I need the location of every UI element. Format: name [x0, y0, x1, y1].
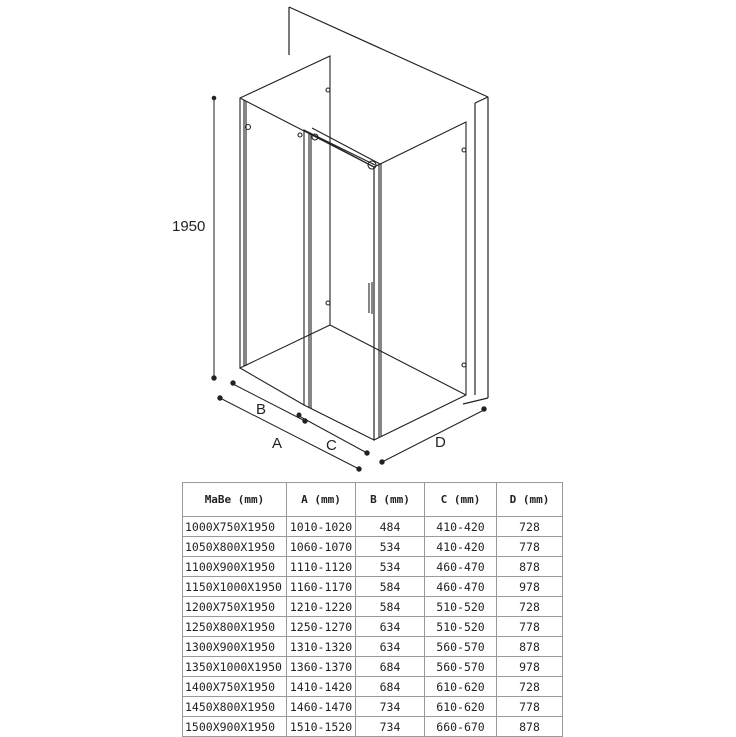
- cell-b: 584: [356, 597, 425, 617]
- table-header-row: [183, 483, 563, 517]
- cell-d: 978: [497, 657, 563, 677]
- table-row: [183, 697, 563, 717]
- cell-a: 1250-1270: [287, 617, 356, 637]
- cell-d: 728: [497, 597, 563, 617]
- cell-b: 684: [356, 657, 425, 677]
- cell-size: 1400X750X1950: [183, 677, 287, 697]
- table-row: [183, 577, 563, 597]
- cell-c: 660-670: [425, 717, 497, 737]
- table-row: [183, 677, 563, 697]
- header-size: MaBe (mm): [183, 483, 287, 517]
- cell-b: 734: [356, 697, 425, 717]
- height-dimension: [212, 96, 216, 380]
- cell-b: 734: [356, 717, 425, 737]
- dimension-a: [218, 396, 361, 471]
- dimension-b: [231, 381, 307, 423]
- cell-b: 634: [356, 617, 425, 637]
- dimension-b-label: B: [256, 401, 267, 418]
- cell-a: 1210-1220: [287, 597, 356, 617]
- cell-size: 1050X800X1950: [183, 537, 287, 557]
- cell-d: 728: [497, 677, 563, 697]
- cell-d: 878: [497, 717, 563, 737]
- cell-c: 610-620: [425, 697, 497, 717]
- cell-a: 1010-1020: [287, 517, 356, 537]
- cell-a: 1160-1170: [287, 577, 356, 597]
- table-body: [183, 517, 563, 737]
- cell-c: 510-520: [425, 597, 497, 617]
- cell-size: 1200X750X1950: [183, 597, 287, 617]
- cell-a: 1510-1520: [287, 717, 356, 737]
- table-row: [183, 537, 563, 557]
- cell-a: 1460-1470: [287, 697, 356, 717]
- cell-size: 1300X900X1950: [183, 637, 287, 657]
- cell-size: 1100X900X1950: [183, 557, 287, 577]
- top-rail: [240, 98, 380, 169]
- cell-c: 560-570: [425, 637, 497, 657]
- table-row: [183, 717, 563, 737]
- table-row: [183, 657, 563, 677]
- cell-b: 584: [356, 577, 425, 597]
- header-d: D (mm): [497, 483, 563, 517]
- cell-size: 1250X800X1950: [183, 617, 287, 637]
- dimensions-table: [182, 482, 563, 737]
- cell-c: 410-420: [425, 517, 497, 537]
- dimension-d: [380, 407, 486, 464]
- cell-size: 1350X1000X1950: [183, 657, 287, 677]
- cell-b: 684: [356, 677, 425, 697]
- header-b: B (mm): [356, 483, 425, 517]
- table-row: [183, 597, 563, 617]
- header-c: C (mm): [425, 483, 497, 517]
- wall: [289, 7, 488, 404]
- dimension-a-label: A: [272, 435, 283, 452]
- base-lines: [240, 325, 466, 405]
- table-row: [183, 637, 563, 657]
- cell-b: 634: [356, 637, 425, 657]
- sliding-door: [304, 130, 374, 440]
- cell-d: 878: [497, 637, 563, 657]
- cell-c: 510-520: [425, 617, 497, 637]
- cell-b: 484: [356, 517, 425, 537]
- cell-size: 1000X750X1950: [183, 517, 287, 537]
- cell-a: 1060-1070: [287, 537, 356, 557]
- cell-c: 560-570: [425, 657, 497, 677]
- cell-a: 1360-1370: [287, 657, 356, 677]
- cell-a: 1310-1320: [287, 637, 356, 657]
- cell-d: 778: [497, 697, 563, 717]
- table-row: [183, 557, 563, 577]
- cell-c: 460-470: [425, 557, 497, 577]
- cell-size: 1500X900X1950: [183, 717, 287, 737]
- dimension-d-label: D: [435, 434, 446, 451]
- cell-c: 610-620: [425, 677, 497, 697]
- height-label: 1950: [172, 218, 206, 235]
- cell-d: 728: [497, 517, 563, 537]
- cell-size: 1450X800X1950: [183, 697, 287, 717]
- cell-d: 778: [497, 537, 563, 557]
- cell-a: 1410-1420: [287, 677, 356, 697]
- cell-b: 534: [356, 557, 425, 577]
- cell-c: 460-470: [425, 577, 497, 597]
- cell-c: 410-420: [425, 537, 497, 557]
- front-fixed-panel: [240, 56, 330, 368]
- header-a: A (mm): [287, 483, 356, 517]
- cell-a: 1110-1120: [287, 557, 356, 577]
- table-row: [183, 617, 563, 637]
- cell-b: 534: [356, 537, 425, 557]
- cell-d: 978: [497, 577, 563, 597]
- cell-d: 878: [497, 557, 563, 577]
- cell-size: 1150X1000X1950: [183, 577, 287, 597]
- dimension-c-label: C: [326, 437, 337, 454]
- table-row: [183, 517, 563, 537]
- side-panel: [374, 122, 466, 440]
- cell-d: 778: [497, 617, 563, 637]
